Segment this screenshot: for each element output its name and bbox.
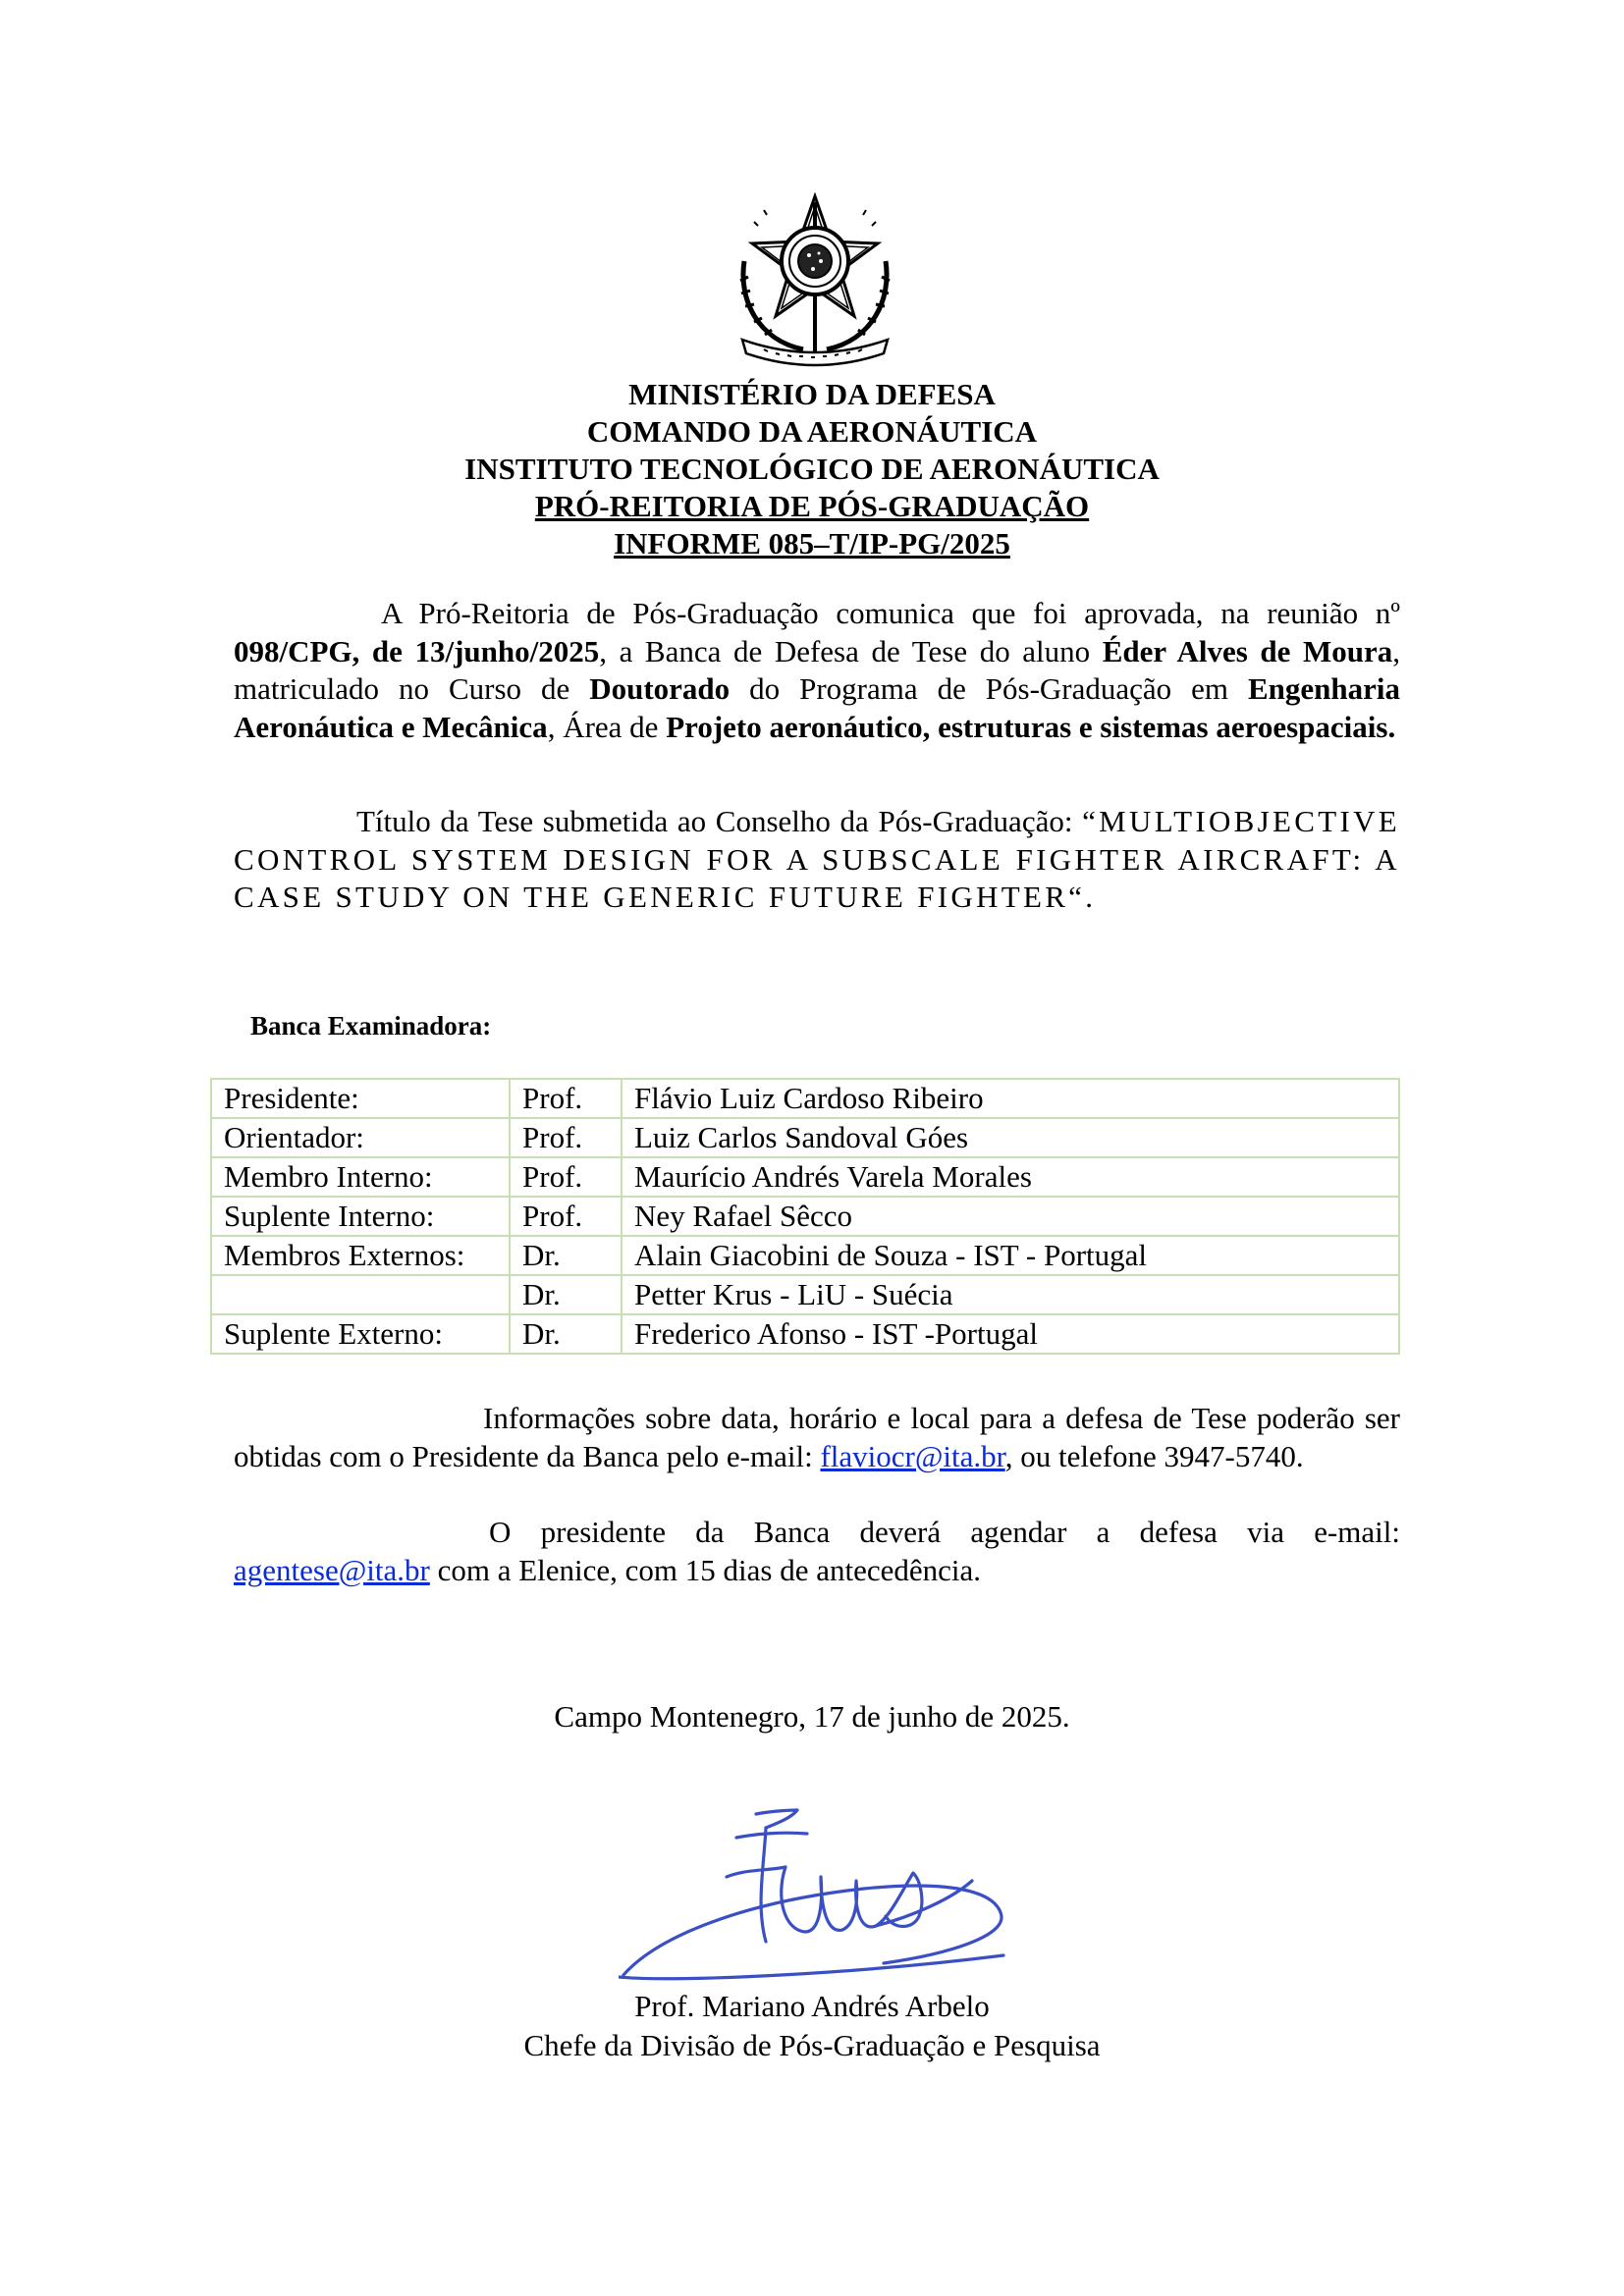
- banca-member-name: Frederico Afonso - IST -Portugal: [622, 1314, 1399, 1354]
- banca-member-name: Petter Krus - LiU - Suécia: [622, 1275, 1399, 1314]
- intro-text-1: A Pró-Reitoria de Pós-Graduação comunica que foi aprovada, na reunião nº: [381, 596, 1400, 630]
- banca-row: [211, 1157, 1399, 1197]
- header-pro-rectorate: [0, 488, 1624, 525]
- banca-title-cell: Dr.: [510, 1275, 622, 1314]
- schedule-paragraph: [234, 1514, 1400, 1589]
- program-name: Engenharia Aeronáutica e Mecânica: [234, 671, 1400, 744]
- signer-name: Prof. Mariano Andrés Arbelo: [634, 1989, 990, 2023]
- banca-row: [211, 1197, 1399, 1236]
- student-name: Éder Alves de Moura: [1102, 633, 1393, 668]
- intro-text-2: , a Banca de Defesa de Tese do aluno: [599, 633, 1103, 668]
- info-text-2: , ou telefone 3947-5740.: [1004, 1438, 1304, 1473]
- place-date: Campo Montenegro, 17 de junho de 2025.: [554, 1699, 1070, 1734]
- header-institute: INSTITUTO TECNOLÓGICO DE AERONÁUTICA: [464, 452, 1160, 486]
- info-text-1: Informações sobre data, horário e local para a defesa de Tese poderão ser obtidas com o Presidente da Banca pelo e-mail:: [234, 1401, 1400, 1473]
- banca-role: [211, 1275, 510, 1314]
- banca-row: [211, 1079, 1399, 1118]
- header-informe: [0, 525, 1624, 562]
- thesis-title-paragraph: [234, 803, 1400, 917]
- banca-row: [211, 1118, 1399, 1157]
- schedule-text-2: com a Elenice, com 15 dias de antecedência.: [429, 1552, 982, 1587]
- thesis-title-label: Título da Tese submetida ao Conselho da Pós-Graduação:: [356, 804, 1073, 838]
- banca-title-cell: Prof.: [510, 1157, 622, 1197]
- banca-title: Banca Examinadora:: [250, 1011, 492, 1041]
- banca-row: [211, 1275, 1399, 1314]
- intro-paragraph: [234, 595, 1400, 746]
- meeting-ref: 098/CPG, de 13/junho/2025: [234, 633, 600, 668]
- info-paragraph: [234, 1400, 1400, 1475]
- intro-text-4: do Programa de Pós-Graduação em: [730, 671, 1248, 706]
- intro-text-5: , Área de: [547, 709, 667, 744]
- schedule-text-1: O presidente da Banca deverá agendar a defesa via e-mail:: [489, 1515, 1400, 1549]
- banca-role: Suplente Interno:: [211, 1197, 510, 1236]
- banca-title-cell: Prof.: [510, 1118, 622, 1157]
- course-level: Doutorado: [589, 671, 731, 706]
- agentese-email-link[interactable]: agentese@ita.br: [234, 1552, 430, 1587]
- informe-number: INFORME 085–T/IP-PG/2025: [614, 526, 1010, 561]
- banca-role: Orientador:: [211, 1118, 510, 1157]
- banca-member-name: Flávio Luiz Cardoso Ribeiro: [622, 1079, 1399, 1118]
- banca-role: Membros Externos:: [211, 1236, 510, 1275]
- banca-title-cell: Dr.: [510, 1236, 622, 1275]
- pro-rectorate-label: PRÓ-REITORIA DE PÓS-GRADUAÇÃO: [534, 489, 1090, 523]
- coat-of-arms-icon: [734, 192, 895, 367]
- header-ministry: MINISTÉRIO DA DEFESA: [628, 377, 996, 411]
- area-name: Projeto aeronáutico, estruturas e sistemas aeroespaciais.: [666, 709, 1396, 744]
- banca-row: [211, 1236, 1399, 1275]
- banca-title-cell: Prof.: [510, 1079, 622, 1118]
- banca-role: Presidente:: [211, 1079, 510, 1118]
- banca-table: [210, 1078, 1400, 1355]
- intro-text-3: , matriculado no Curso de: [234, 633, 1400, 706]
- banca-role: Suplente Externo:: [211, 1314, 510, 1354]
- handwritten-signature: [619, 1808, 1011, 1981]
- header-command: COMANDO DA AERONÁUTICA: [586, 414, 1038, 449]
- banca-row: [211, 1314, 1399, 1354]
- banca-role: Membro Interno:: [211, 1157, 510, 1197]
- signer-role: Chefe da Divisão de Pós-Graduação e Pesquisa: [523, 2028, 1101, 2062]
- thesis-title: “MULTIOBJECTIVE CONTROL SYSTEM DESIGN FOR A SUBSCALE FIGHTER AIRCRAFT: A CASE STUDY ON THE GENERIC FUTURE FIGHTER“.: [234, 804, 1400, 914]
- banca-member-name: Ney Rafael Sêcco: [622, 1197, 1399, 1236]
- banca-member-name: Luiz Carlos Sandoval Góes: [622, 1118, 1399, 1157]
- president-email-link[interactable]: flaviocr@ita.br: [820, 1438, 1005, 1473]
- banca-title-cell: Prof.: [510, 1197, 622, 1236]
- banca-title-cell: Dr.: [510, 1314, 622, 1354]
- banca-member-name: Maurício Andrés Varela Morales: [622, 1157, 1399, 1197]
- banca-member-name: Alain Giacobini de Souza - IST - Portugal: [622, 1236, 1399, 1275]
